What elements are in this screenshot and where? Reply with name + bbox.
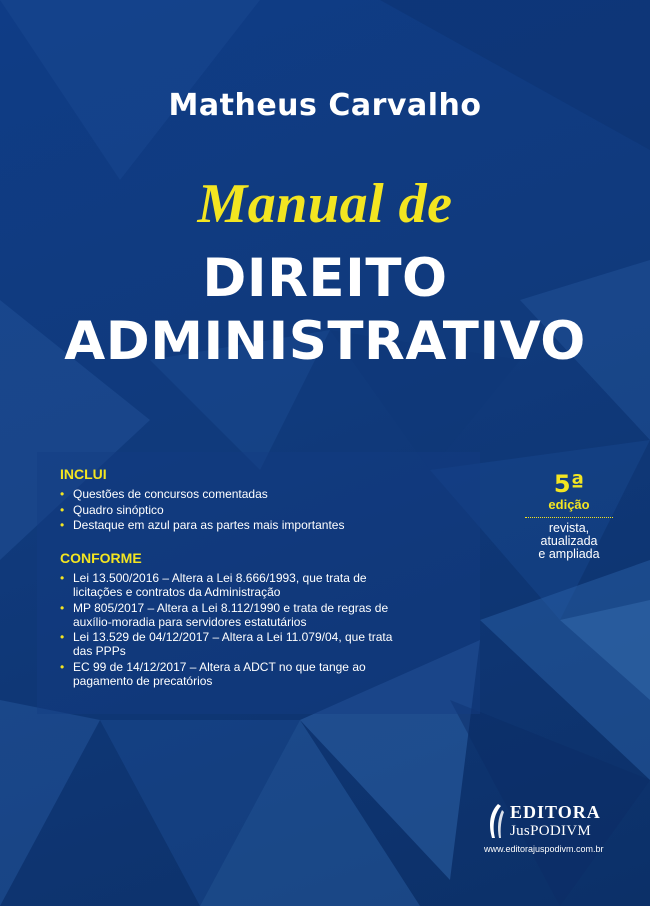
title-script: Manual de bbox=[197, 173, 453, 235]
list-item: • Quadro sinóptico bbox=[60, 502, 164, 517]
list-item: • Lei 13.529 de 04/12/2017 – Altera a Lei 11.079/04, que trata das PPPs bbox=[60, 630, 393, 658]
bullet-icon: • bbox=[60, 502, 65, 517]
bullet-icon: • bbox=[60, 518, 65, 532]
includes-list bbox=[60, 487, 460, 534]
publisher-name-bottom: JusPODIVM bbox=[510, 823, 592, 839]
list-item: • Questões de concursos comentadas bbox=[60, 487, 268, 501]
publisher-logo bbox=[484, 800, 634, 860]
conforme-heading: CONFORME bbox=[60, 550, 142, 566]
conforme-list bbox=[60, 571, 460, 689]
quill-icon bbox=[484, 802, 506, 842]
edition-badge bbox=[524, 470, 614, 561]
title-line-1: DIREITO bbox=[202, 248, 448, 309]
list-item: • Destaque em azul para as partes mais importantes bbox=[60, 518, 345, 532]
list-item: • Lei 13.500/2016 – Altera a Lei 8.666/1993, que trata de licitações e contratos da Administração bbox=[60, 571, 367, 599]
edition-note: revista, atualizada e ampliada bbox=[538, 521, 600, 561]
list-item: • MP 805/2017 – Altera a Lei 8.112/1990 e trata de regras de auxílio-moradia para servidores estatutários bbox=[60, 600, 389, 629]
edition-divider bbox=[525, 517, 613, 518]
bullet-icon: • bbox=[60, 600, 65, 615]
list-item: • EC 99 de 14/12/2017 – Altera a ADCT no que tange ao pagamento de precatórios bbox=[60, 659, 366, 688]
edition-number: 5ª bbox=[553, 470, 585, 498]
bullet-icon: • bbox=[60, 659, 65, 674]
title-line-2: ADMINISTRATIVO bbox=[64, 311, 586, 372]
author-name: Matheus Carvalho bbox=[168, 88, 482, 123]
edition-label: edição bbox=[548, 497, 590, 512]
publisher-name-top: EDITORA bbox=[510, 802, 601, 822]
bullet-icon: • bbox=[60, 487, 65, 501]
publisher-url: www.editorajuspodivm.com.br bbox=[484, 844, 604, 854]
bullet-icon: • bbox=[60, 630, 65, 644]
bullet-icon: • bbox=[60, 571, 65, 585]
includes-heading: INCLUI bbox=[60, 466, 107, 482]
